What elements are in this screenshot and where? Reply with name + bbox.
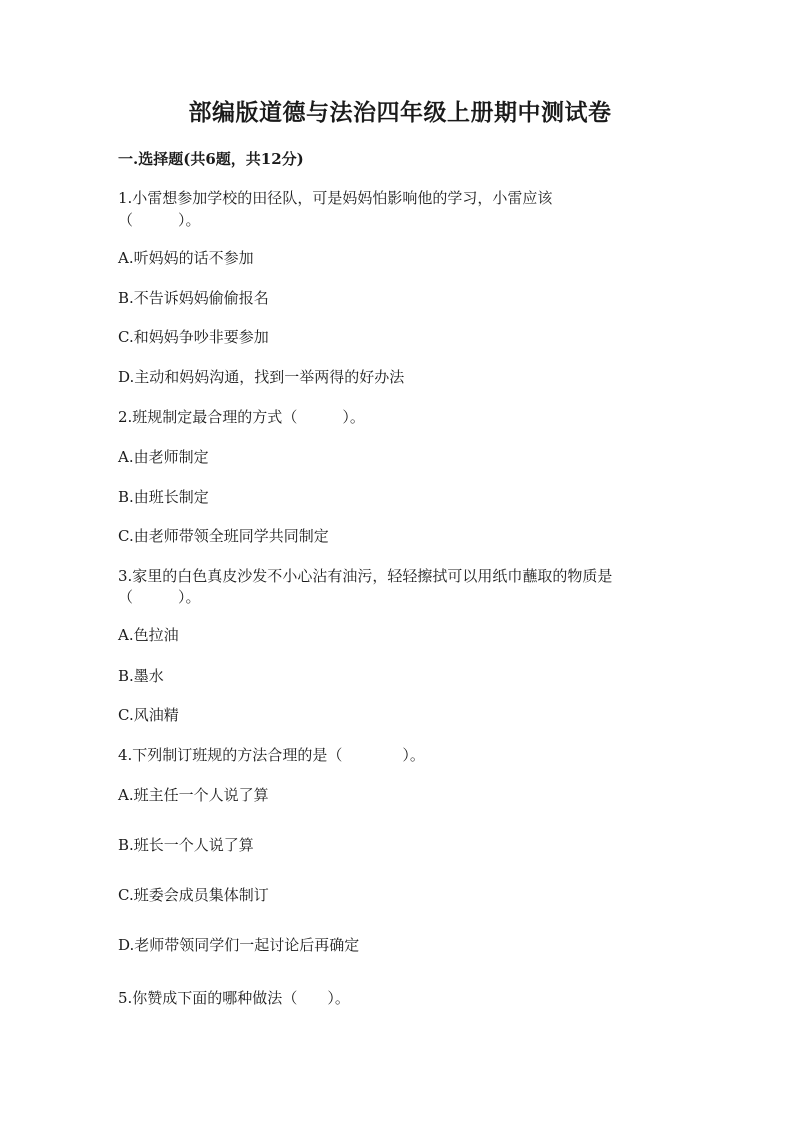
question-1-option-c: C.和妈妈争吵非要参加 bbox=[118, 328, 269, 346]
question-2-option-b: B.由班长制定 bbox=[118, 488, 209, 506]
question-1-option-b: B.不告诉妈妈偷偷报名 bbox=[118, 289, 269, 307]
question-2-option-a: A.由老师制定 bbox=[118, 448, 209, 466]
question-1-option-d: D.主动和妈妈沟通，找到一举两得的好办法 bbox=[118, 368, 405, 386]
exam-title: 部编版道德与法治四年级上册期中测试卷 bbox=[188, 99, 612, 126]
question-1-stem-line-1: 1.小雷想参加学校的田径队，可是妈妈怕影响他的学习，小雷应该 bbox=[118, 189, 553, 207]
question-2-stem: 2.班规制定最合理的方式（ ）。 bbox=[118, 408, 365, 426]
question-1-option-a: A.听妈妈的话不参加 bbox=[118, 249, 254, 267]
question-4-stem: 4.下列制订班规的方法合理的是（ ）。 bbox=[118, 746, 425, 764]
question-1-stem-line-2: （ ）。 bbox=[118, 211, 201, 229]
question-4-option-d: D.老师带领同学们一起讨论后再确定 bbox=[118, 936, 360, 954]
question-4-option-a: A.班主任一个人说了算 bbox=[118, 786, 269, 804]
question-5-stem: 5.你赞成下面的哪种做法（ ）。 bbox=[118, 989, 350, 1007]
question-4-option-b: B.班长一个人说了算 bbox=[118, 836, 254, 854]
section-heading: 一.选择题(共6题，共12分) bbox=[118, 150, 304, 168]
question-3-option-a: A.色拉油 bbox=[118, 626, 179, 644]
question-3-stem-line-2: （ ）。 bbox=[118, 588, 201, 606]
question-3-stem-line-1: 3.家里的白色真皮沙发不小心沾有油污，轻轻擦拭可以用纸巾蘸取的物质是 bbox=[118, 567, 613, 585]
question-2-option-c: C.由老师带领全班同学共同制定 bbox=[118, 527, 329, 545]
question-4-option-c: C.班委会成员集体制订 bbox=[118, 886, 269, 904]
question-3-option-c: C.风油精 bbox=[118, 706, 179, 724]
question-3-option-b: B.墨水 bbox=[118, 667, 164, 685]
